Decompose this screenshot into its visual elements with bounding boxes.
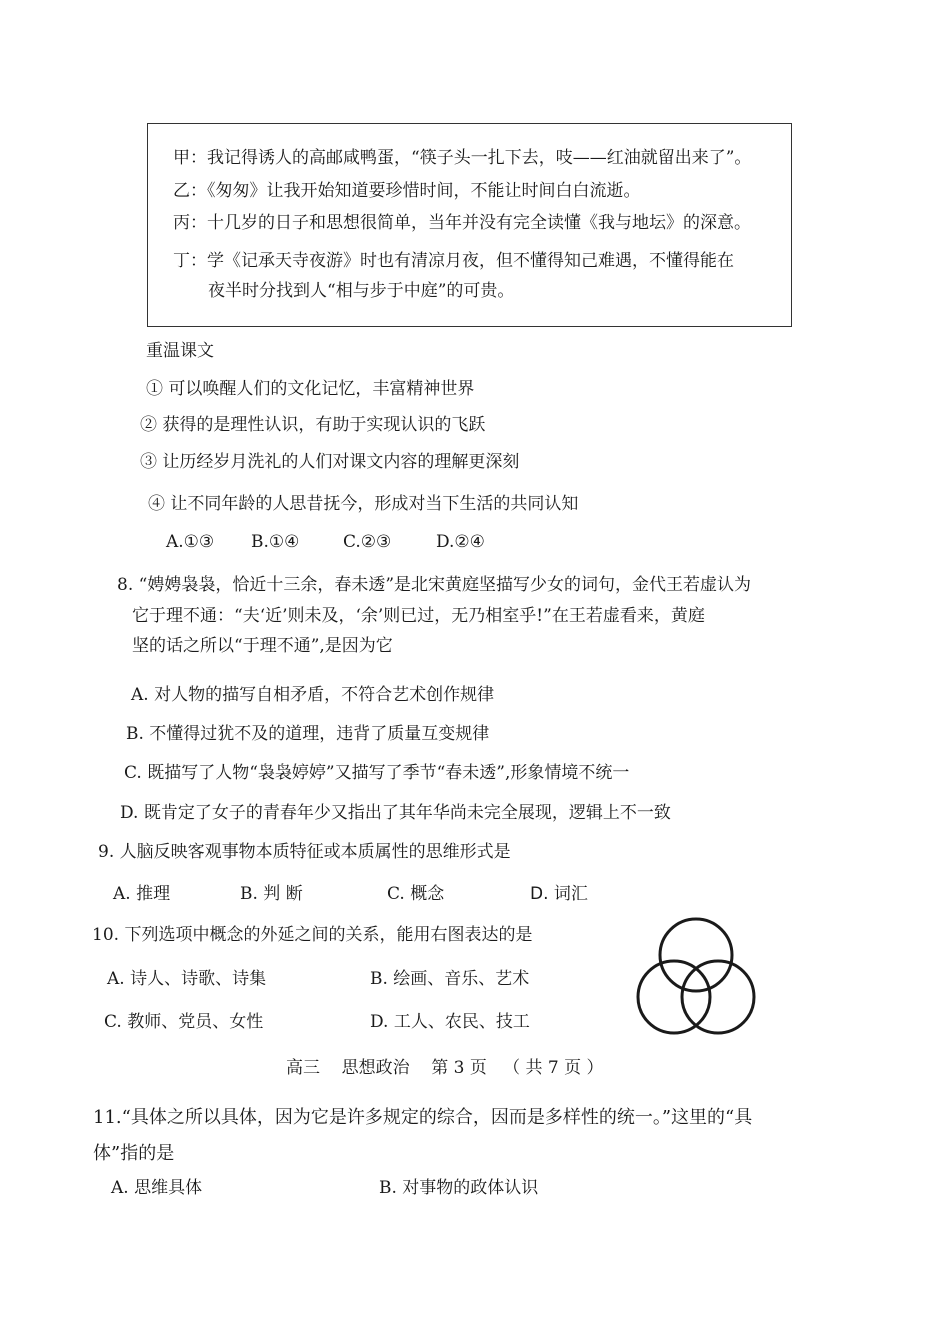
q8-option-a: A. 对人物的描写自相矛盾，不符合艺术创作规律 [131, 685, 495, 705]
venn-diagram [636, 915, 758, 1041]
q7-item-2: ② 获得的是理性认识，有助于实现认识的飞跃 [140, 415, 486, 435]
q10-option-c: C. 教师、党员、女性 [104, 1012, 264, 1032]
q10-option-d: D. 工人、农民、技工 [370, 1012, 530, 1032]
q7-option-b: B.①④ [251, 532, 300, 552]
box-line-jia: 甲：我记得诱人的高邮咸鸭蛋，“筷子头一扎下去，吱——红油就留出来了”。 [173, 148, 752, 168]
q9-option-b: B. 判 断 [240, 884, 303, 904]
q7-option-d: D.②④ [436, 532, 485, 552]
q8-option-c: C. 既描写了人物“袅袅婷婷”又描写了季节“春未透”,形象情境不统一 [124, 763, 630, 783]
q9-option-c: C. 概念 [387, 884, 445, 904]
box-line-bing: 丙：十几岁的日子和思想很简单，当年并没有完全读懂《我与地坛》的深意。 [173, 213, 751, 233]
q7-item-1: ① 可以唤醒人们的文化记忆，丰富精神世界 [146, 379, 475, 399]
q11-line-2: 体”指的是 [93, 1143, 175, 1164]
page-footer: 高三 思想政治 第 3 页 （ 共 7 页 ） [286, 1058, 604, 1078]
venn-circle-top [660, 919, 732, 991]
box-line-yi: 乙：《匆匆》让我开始知道要珍惜时间，不能让时间白白流逝。 [173, 181, 641, 201]
box-line-ding-2: 夜半时分找到人“相与步于中庭”的可贵。 [208, 281, 515, 301]
q9-option-d: D. 词汇 [530, 884, 588, 904]
q8-option-d: D. 既肯定了女子的青春年少又指出了其年华尚未完全展现，逻辑上不一致 [120, 803, 671, 823]
box-line-ding-1: 丁：学《记承天寺夜游》时也有清凉月夜，但不懂得知己难遇，不懂得能在 [173, 251, 734, 271]
q11-line-1: 11.“具体之所以具体，因为它是许多规定的综合，因而是多样性的统一。”这里的“具 [93, 1107, 753, 1128]
venn-circle-left [638, 961, 710, 1033]
q10-option-b: B. 绘画、音乐、艺术 [370, 969, 530, 989]
q10-option-a: A. 诗人、诗歌、诗集 [107, 969, 267, 989]
q8-option-b: B. 不懂得过犹不及的道理，违背了质量互变规律 [126, 724, 490, 744]
q7-item-4: ④ 让不同年龄的人思昔抚今，形成对当下生活的共同认知 [148, 494, 579, 514]
q7-option-c: C.②③ [343, 532, 392, 552]
q8-line-1: 8. “娉娉袅袅，恰近十三余，春未透”是北宋黄庭坚描写少女的词句，金代王若虚认为 [117, 575, 752, 595]
q8-line-2: 它于理不通：“夫‘近’则未及，‘余’则已过，无乃相室乎!”在王若虚看来，黄庭 [132, 606, 705, 626]
q8-line-3: 坚的话之所以“于理不通”,是因为它 [132, 636, 393, 656]
venn-circle-right [682, 961, 754, 1033]
q11-option-a: A. 思维具体 [111, 1178, 203, 1198]
q7-option-a: A.①③ [166, 532, 215, 552]
q9-option-a: A. 推理 [113, 884, 171, 904]
q7-item-3: ③ 让历经岁月洗礼的人们对课文内容的理解更深刻 [140, 452, 520, 472]
q11-option-b: B. 对事物的政体认识 [379, 1178, 539, 1198]
q7-heading: 重温课文 [146, 341, 214, 361]
q9-question: 9. 人脑反映客观事物本质特征或本质属性的思维形式是 [98, 842, 511, 862]
q10-question: 10. 下列选项中概念的外延之间的关系，能用右图表达的是 [92, 925, 533, 945]
